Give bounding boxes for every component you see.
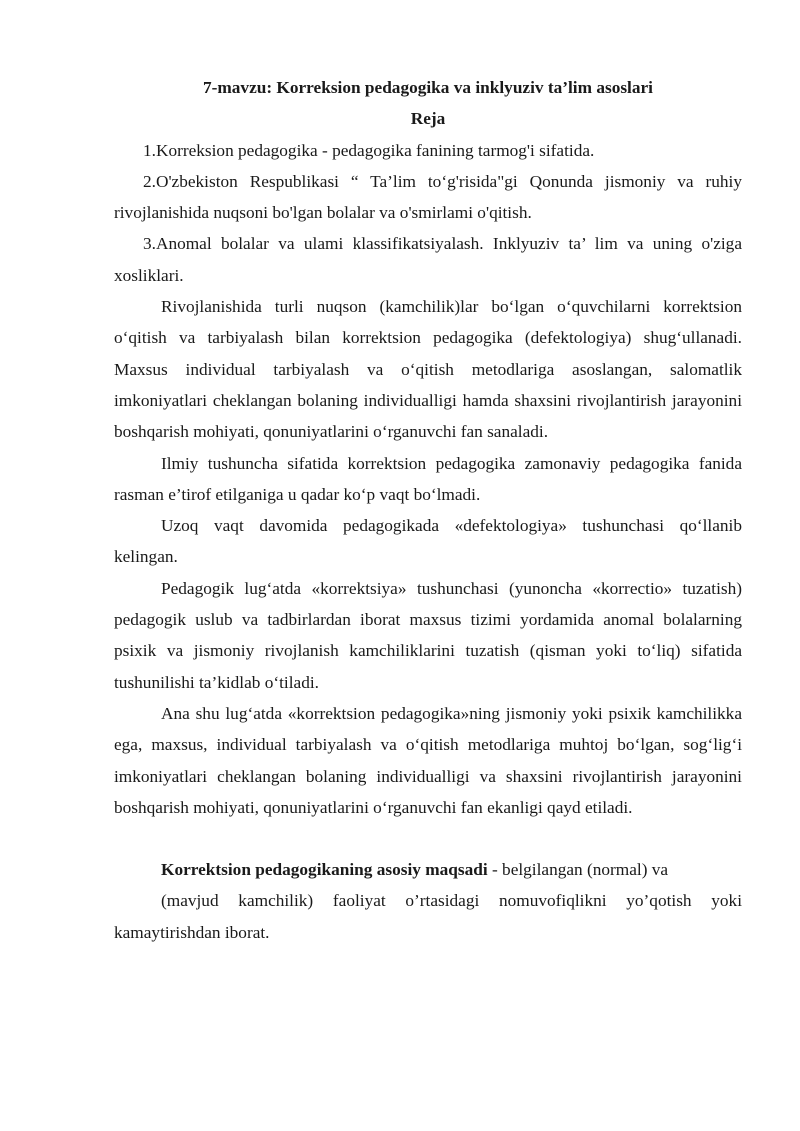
paragraph-gap bbox=[114, 823, 742, 854]
plan-item-1: 1.Korreksion pedagogika - pedagogika fanining tarmog'i sifatida. bbox=[143, 140, 595, 160]
goal-rest-text: - belgilangan (normal) va bbox=[487, 860, 669, 880]
paragraph-2: Ilmiy tushuncha sifatida korrektsion pedagogika zamonaviy pedagogika fanida rasman e’tirof etilganiga u qadar ko‘p vaqt bo‘lmadi. bbox=[114, 453, 742, 504]
plan-item-2: 2.O'zbekiston Respublikasi “ Ta’lim to‘g'risida"gi Qonunda jismoniy va ruhiy rivojlanishida nuqsoni bo'lgan bolalar va o'smirlami o'qitish. bbox=[114, 171, 742, 223]
plan-heading: Reja bbox=[410, 109, 446, 129]
paragraph-5: Ana shu lug‘atda «korrektsion pedagogika»ning jismoniy yoki psixik kamchilikka ega, maxsus, individual tarbiyalash va o‘qitish metodlariga muhtoj bo‘lgan, sog‘lig‘i imkoniyatlari cheklangan bolaning individualligi va shaxsini rivojlantirish jarayonini boshqarish mohiyati, qonuniyatlarini o‘rganuvchi fan ekanligi qayd etiladi. bbox=[114, 703, 742, 817]
document-title: 7-mavzu: Korreksion pedagogika va inklyuziv ta’lim asoslari bbox=[203, 78, 653, 97]
paragraph-3: Uzoq vaqt davomida pedagogikada «defektologiya» tushunchasi qo‘llanib kelingan. bbox=[114, 516, 742, 567]
paragraph-4: Pedagogik lug‘atda «korrektsiya» tushunchasi (yunoncha «korrectio» tuzatish) pedagogik uslub va tadbirlardan iborat maxsus tizimi yordamida anomal bolalarning psixik va jismoniy rivojlanish kamchiliklarini tuzatish (qisman yoki to‘liq) sifatida tushunilishi ta’kidlab o‘tiladi. bbox=[114, 578, 742, 692]
goal-continuation: (mavjud kamchilik) faoliyat o’rtasidagi nomuvofiqlikni yo’qotish yoki kamaytirishdan iborat. bbox=[114, 891, 742, 942]
plan-item-3: 3.Anomal bolalar va ulami klassifikatsiyalash. Inklyuziv ta’ lim va uning o'ziga xosliklari. bbox=[114, 234, 742, 285]
goal-bold-text: Korrektsion pedagogikaning asosiy maqsadi bbox=[161, 860, 488, 880]
goal-statement bbox=[114, 854, 742, 885]
paragraph-1: Rivojlanishida turli nuqson (kamchilik)lar bo‘lgan o‘quvchilarni korrektsion o‘qitish va tarbiyalash bilan korrektsion pedagogika (defektologiya) shug‘ullanadi. Maxsus individual tarbiyalash va o‘qitish metodlariga asoslangan, salomatlik imkoniyatlari cheklangan bolaning individualligi hamda shaxsini rivojlantirish jarayonini boshqarish mohiyati, qonuniyatlarini o‘rganuvchi fan sanaladi. bbox=[114, 297, 742, 442]
document-page bbox=[114, 72, 742, 948]
